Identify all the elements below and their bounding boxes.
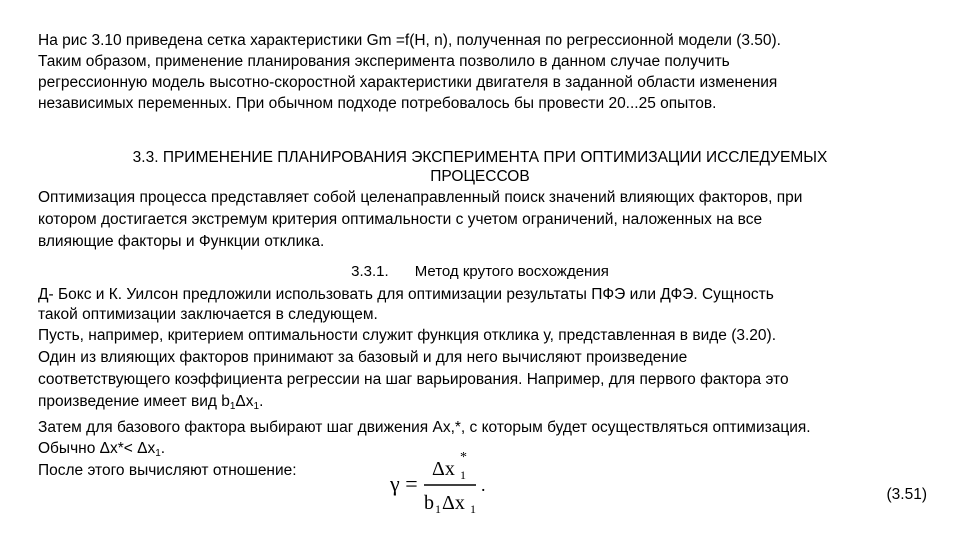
formula-den-coef: b (424, 492, 434, 514)
body-line-6-end: . (259, 393, 264, 410)
subsection-title: Метод крутого восхождения (414, 263, 609, 280)
body-line-8-sub: 1 (155, 448, 161, 459)
body-line-8-end: . (160, 440, 166, 457)
formula-num-sup: * (460, 450, 467, 465)
body-line-6-sub1: 1 (229, 401, 236, 412)
body-line-7: Затем для базового фактора выбирают шаг движения Ax,*, с которым будет осуществляться оптимизация. (38, 419, 811, 436)
intro-line-3: регрессионную модель высотно-скоростной характеристики двигателя в заданной области изменения (38, 74, 778, 91)
formula-lhs: γ = (390, 471, 418, 496)
subsection-heading (0, 261, 960, 282)
section-title-line-2: ПРОЦЕССОВ (430, 168, 530, 185)
section-para-line-2: котором достигается экстремум критерия оптимальности с учетом ограничений, наложенных на все (38, 211, 763, 228)
formula-den-sub: 1 (470, 502, 476, 516)
body-line-6 (38, 391, 263, 417)
body-line-3: Пусть, например, критерием оптимальности служит функция отклика у, представленная в виде (3.20). (38, 327, 777, 344)
body-line-2: такой оптимизации заключается в следующем. (38, 306, 378, 323)
section-title-line-1: 3.3. ПРИМЕНЕНИЕ ПЛАНИРОВАНИЯ ЭКСПЕРИМЕНТА ПРИ ОПТИМИЗАЦИИ ИССЛЕДУЕМЫХ (132, 149, 828, 166)
subsection-number: 3.3.1. (351, 263, 389, 280)
formula-den-delta: Δx (442, 492, 465, 514)
body-line-6-text: произведение имеет вид b (38, 393, 230, 410)
formula-den-coef-sub: 1 (435, 502, 441, 516)
body-line-8-text: Обычно Δx*< Δx (38, 440, 156, 457)
intro-line-4: независимых переменных. При обычном подходе потребовалось бы провести 20...25 опытов. (38, 95, 717, 112)
intro-line-1: На рис 3.10 приведена сетка характеристики Gm =f(H, n), полученная по регрессионной модели (3.50). (38, 32, 781, 49)
equation-number: (3.51) (886, 486, 927, 503)
body-line-4: Один из влияющих факторов принимают за базовый и для него вычисляют произведение (38, 349, 688, 366)
body-line-5: соответствующего коэффициента регрессии на шаг варьирования. Например, для первого фактора это (38, 371, 789, 388)
formula-image (388, 447, 498, 522)
section-para-line-1: Оптимизация процесса представляет собой целенаправленный поиск значений влияющих факторов, при (38, 189, 803, 206)
body-line-9: После этого вычисляют отношение: (38, 462, 297, 479)
intro-line-2: Таким образом, применение планирования эксперимента позволило в данном случае получить (38, 53, 730, 70)
body-line-1: Д- Бокс и К. Уилсон предложили использовать для оптимизации результаты ПФЭ или ДФЭ. Сущность (38, 286, 774, 303)
formula-trail: . (481, 475, 486, 495)
formula-num-sub: 1 (460, 468, 466, 482)
body-line-6-delta: Δx (235, 393, 254, 410)
body-line-6-sub2: 1 (253, 401, 260, 412)
formula-num-delta: Δx (432, 458, 455, 480)
section-para-line-3: влияющие факторы и Функции отклика. (38, 233, 325, 250)
